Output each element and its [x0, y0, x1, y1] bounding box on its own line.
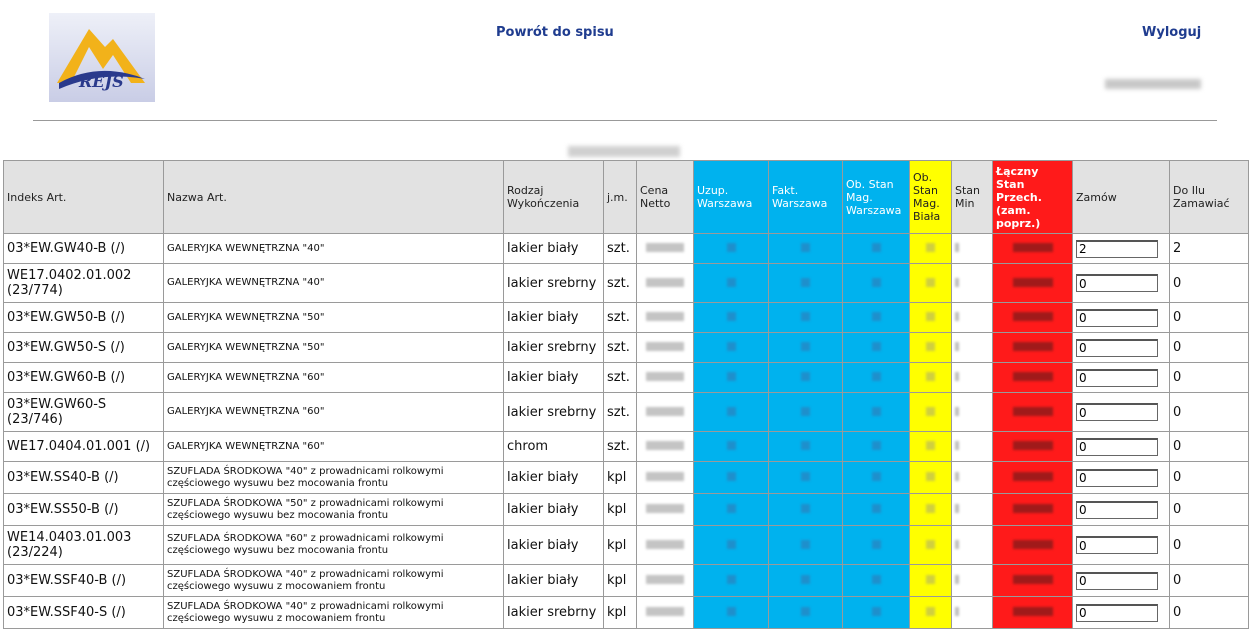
cell-order [1073, 303, 1170, 333]
col-header-stock-warsaw[interactable]: Ob. Stan Mag. Warszawa [843, 161, 910, 234]
cell-invoiced-warsaw-redacted [769, 432, 843, 462]
order-quantity-input[interactable] [1076, 274, 1158, 292]
cell-to-order: 0 [1170, 597, 1249, 629]
cell-to-order: 0 [1170, 526, 1249, 565]
cell-index: WE17.0404.01.001 (/) [4, 432, 164, 462]
order-quantity-input[interactable] [1076, 604, 1158, 622]
cell-stock-biala-redacted [910, 494, 952, 526]
cell-invoiced-warsaw-redacted [769, 333, 843, 363]
products-table [3, 160, 1249, 629]
cell-to-order: 0 [1170, 333, 1249, 363]
cell-min-stock-redacted [952, 264, 993, 303]
cell-refill-warsaw-redacted [694, 363, 769, 393]
cell-min-stock-redacted [952, 303, 993, 333]
cell-refill-warsaw-redacted [694, 565, 769, 597]
cell-name: SZUFLADA ŚRODKOWA "40" z prowadnicami rolkowymi częściowego wysuwu z mocowaniem frontu [164, 597, 504, 629]
cell-stock-biala-redacted [910, 393, 952, 432]
cell-stock-warsaw-redacted [843, 264, 910, 303]
order-quantity-input[interactable] [1076, 403, 1158, 421]
cell-stock-biala-redacted [910, 363, 952, 393]
cell-index: 03*EW.GW60-S (23/746) [4, 393, 164, 432]
cell-refill-warsaw-redacted [694, 333, 769, 363]
cell-name: GALERYJKA WEWNĘTRZNA "60" [164, 363, 504, 393]
order-quantity-input[interactable] [1076, 309, 1158, 327]
cell-refill-warsaw-redacted [694, 264, 769, 303]
cell-total-stock-redacted [993, 363, 1073, 393]
cell-invoiced-warsaw-redacted [769, 303, 843, 333]
cell-index: 03*EW.GW40-B (/) [4, 234, 164, 264]
cell-stock-warsaw-redacted [843, 462, 910, 494]
col-header-stock-biala[interactable]: Ob. Stan Mag. Biała [910, 161, 952, 234]
cell-finish: lakier biały [504, 363, 604, 393]
cell-name: GALERYJKA WEWNĘTRZNA "50" [164, 333, 504, 363]
cell-unit: kpl [604, 565, 637, 597]
cell-refill-warsaw-redacted [694, 432, 769, 462]
cell-price-redacted [637, 393, 694, 432]
cell-unit: szt. [604, 333, 637, 363]
cell-unit: szt. [604, 303, 637, 333]
cell-total-stock-redacted [993, 432, 1073, 462]
section-label-redacted [568, 146, 680, 157]
cell-invoiced-warsaw-redacted [769, 264, 843, 303]
cell-name: SZUFLADA ŚRODKOWA "50" z prowadnicami rolkowymi częściowego wysuwu bez mocowania frontu [164, 494, 504, 526]
col-header-invoiced-warsaw[interactable]: Fakt. Warszawa [769, 161, 843, 234]
cell-price-redacted [637, 333, 694, 363]
cell-finish: chrom [504, 432, 604, 462]
cell-order [1073, 462, 1170, 494]
col-header-to-order[interactable]: Do Ilu Zamawiać [1170, 161, 1249, 234]
cell-total-stock-redacted [993, 303, 1073, 333]
cell-min-stock-redacted [952, 597, 993, 629]
cell-name: GALERYJKA WEWNĘTRZNA "40" [164, 264, 504, 303]
cell-price-redacted [637, 264, 694, 303]
col-header-unit[interactable]: j.m. [604, 161, 637, 234]
order-quantity-input[interactable] [1076, 339, 1158, 357]
cell-order [1073, 526, 1170, 565]
cell-stock-biala-redacted [910, 303, 952, 333]
col-header-min-stock[interactable]: Stan Min [952, 161, 993, 234]
cell-total-stock-redacted [993, 526, 1073, 565]
cell-price-redacted [637, 432, 694, 462]
order-quantity-input[interactable] [1076, 572, 1158, 590]
col-header-order[interactable]: Zamów [1073, 161, 1170, 234]
cell-unit: szt. [604, 264, 637, 303]
cell-total-stock-redacted [993, 234, 1073, 264]
table-row [4, 494, 1249, 526]
cell-finish: lakier biały [504, 526, 604, 565]
table-header-row [4, 161, 1249, 234]
cell-to-order: 0 [1170, 363, 1249, 393]
table-row [4, 234, 1249, 264]
cell-total-stock-redacted [993, 333, 1073, 363]
cell-min-stock-redacted [952, 393, 993, 432]
cell-refill-warsaw-redacted [694, 393, 769, 432]
cell-order [1073, 494, 1170, 526]
cell-to-order: 0 [1170, 303, 1249, 333]
cell-finish: lakier biały [504, 565, 604, 597]
cell-order [1073, 432, 1170, 462]
cell-to-order: 0 [1170, 462, 1249, 494]
cell-invoiced-warsaw-redacted [769, 565, 843, 597]
col-header-refill-warsaw[interactable]: Uzup. Warszawa [694, 161, 769, 234]
cell-stock-warsaw-redacted [843, 234, 910, 264]
cell-unit: szt. [604, 234, 637, 264]
cell-refill-warsaw-redacted [694, 526, 769, 565]
table-row [4, 462, 1249, 494]
cell-to-order: 2 [1170, 234, 1249, 264]
order-quantity-input[interactable] [1076, 469, 1158, 487]
table-row [4, 363, 1249, 393]
cell-index: WE17.0402.01.002 (23/774) [4, 264, 164, 303]
cell-index: 03*EW.SS40-B (/) [4, 462, 164, 494]
cell-to-order: 0 [1170, 432, 1249, 462]
cell-min-stock-redacted [952, 363, 993, 393]
cell-name: SZUFLADA ŚRODKOWA "40" z prowadnicami rolkowymi częściowego wysuwu z mocowaniem frontu [164, 565, 504, 597]
table-row [4, 264, 1249, 303]
cell-total-stock-redacted [993, 565, 1073, 597]
cell-finish: lakier biały [504, 462, 604, 494]
cell-stock-biala-redacted [910, 526, 952, 565]
cell-total-stock-redacted [993, 597, 1073, 629]
cell-stock-warsaw-redacted [843, 333, 910, 363]
cell-index: 03*EW.SSF40-S (/) [4, 597, 164, 629]
cell-stock-biala-redacted [910, 597, 952, 629]
cell-stock-warsaw-redacted [843, 494, 910, 526]
cell-stock-warsaw-redacted [843, 393, 910, 432]
cell-min-stock-redacted [952, 462, 993, 494]
cell-order [1073, 393, 1170, 432]
table-row [4, 303, 1249, 333]
cell-refill-warsaw-redacted [694, 462, 769, 494]
cell-order [1073, 333, 1170, 363]
cell-price-redacted [637, 234, 694, 264]
cell-total-stock-redacted [993, 462, 1073, 494]
cell-name: GALERYJKA WEWNĘTRZNA "40" [164, 234, 504, 264]
company-logo [49, 13, 155, 102]
cell-price-redacted [637, 597, 694, 629]
cell-min-stock-redacted [952, 333, 993, 363]
order-quantity-input[interactable] [1076, 240, 1158, 258]
cell-stock-biala-redacted [910, 264, 952, 303]
cell-to-order: 0 [1170, 264, 1249, 303]
cell-order [1073, 565, 1170, 597]
cell-invoiced-warsaw-redacted [769, 597, 843, 629]
table-row [4, 597, 1249, 629]
cell-stock-biala-redacted [910, 234, 952, 264]
cell-index: 03*EW.GW50-S (/) [4, 333, 164, 363]
cell-invoiced-warsaw-redacted [769, 234, 843, 264]
order-quantity-input[interactable] [1076, 369, 1158, 387]
cell-invoiced-warsaw-redacted [769, 494, 843, 526]
cell-stock-warsaw-redacted [843, 303, 910, 333]
cell-name: GALERYJKA WEWNĘTRZNA "60" [164, 393, 504, 432]
cell-to-order: 0 [1170, 393, 1249, 432]
logout-link[interactable]: Wyloguj [1142, 25, 1202, 40]
cell-order [1073, 234, 1170, 264]
username-redacted [1105, 79, 1201, 89]
cell-index: 03*EW.SSF40-B (/) [4, 565, 164, 597]
cell-unit: kpl [604, 526, 637, 565]
cell-finish: lakier biały [504, 494, 604, 526]
order-quantity-input[interactable] [1076, 501, 1158, 519]
cell-stock-biala-redacted [910, 565, 952, 597]
cell-to-order: 0 [1170, 494, 1249, 526]
col-header-index[interactable]: Indeks Art. [4, 161, 164, 234]
cell-finish: lakier biały [504, 234, 604, 264]
cell-invoiced-warsaw-redacted [769, 393, 843, 432]
cell-price-redacted [637, 303, 694, 333]
cell-index: WE14.0403.01.003 (23/224) [4, 526, 164, 565]
cell-price-redacted [637, 526, 694, 565]
cell-order [1073, 363, 1170, 393]
cell-min-stock-redacted [952, 432, 993, 462]
cell-finish: lakier biały [504, 303, 604, 333]
cell-name: GALERYJKA WEWNĘTRZNA "50" [164, 303, 504, 333]
cell-unit: szt. [604, 432, 637, 462]
cell-unit: szt. [604, 393, 637, 432]
cell-unit: kpl [604, 494, 637, 526]
cell-total-stock-redacted [993, 393, 1073, 432]
cell-refill-warsaw-redacted [694, 234, 769, 264]
cell-name: SZUFLADA ŚRODKOWA "40" z prowadnicami rolkowymi częściowego wysuwu bez mocowania frontu [164, 462, 504, 494]
cell-min-stock-redacted [952, 565, 993, 597]
cell-name: GALERYJKA WEWNĘTRZNA "60" [164, 432, 504, 462]
cell-min-stock-redacted [952, 234, 993, 264]
cell-price-redacted [637, 494, 694, 526]
cell-price-redacted [637, 462, 694, 494]
col-header-finish[interactable]: Rodzaj Wykończenia [504, 161, 604, 234]
col-header-name[interactable]: Nazwa Art. [164, 161, 504, 234]
cell-unit: szt. [604, 363, 637, 393]
cell-stock-biala-redacted [910, 432, 952, 462]
cell-index: 03*EW.SS50-B (/) [4, 494, 164, 526]
table-row [4, 526, 1249, 565]
cell-stock-biala-redacted [910, 462, 952, 494]
cell-refill-warsaw-redacted [694, 494, 769, 526]
cell-stock-warsaw-redacted [843, 526, 910, 565]
cell-price-redacted [637, 565, 694, 597]
cell-index: 03*EW.GW50-B (/) [4, 303, 164, 333]
cell-stock-warsaw-redacted [843, 363, 910, 393]
col-header-price[interactable]: Cena Netto [637, 161, 694, 234]
table-row [4, 565, 1249, 597]
cell-to-order: 0 [1170, 565, 1249, 597]
table-row [4, 432, 1249, 462]
back-to-list-link[interactable]: Powrót do spisu [496, 25, 614, 40]
cell-finish: lakier srebrny [504, 597, 604, 629]
table-row [4, 333, 1249, 363]
cell-order [1073, 264, 1170, 303]
cell-stock-warsaw-redacted [843, 597, 910, 629]
cell-name: SZUFLADA ŚRODKOWA "60" z prowadnicami rolkowymi częściowego wysuwu bez mocowania frontu [164, 526, 504, 565]
cell-invoiced-warsaw-redacted [769, 526, 843, 565]
cell-finish: lakier srebrny [504, 264, 604, 303]
cell-stock-biala-redacted [910, 333, 952, 363]
cell-min-stock-redacted [952, 526, 993, 565]
table-row [4, 393, 1249, 432]
cell-total-stock-redacted [993, 264, 1073, 303]
order-quantity-input[interactable] [1076, 536, 1158, 554]
cell-refill-warsaw-redacted [694, 597, 769, 629]
cell-stock-warsaw-redacted [843, 565, 910, 597]
header-divider [33, 120, 1217, 121]
cell-price-redacted [637, 363, 694, 393]
order-quantity-input[interactable] [1076, 438, 1158, 456]
cell-invoiced-warsaw-redacted [769, 363, 843, 393]
cell-stock-warsaw-redacted [843, 432, 910, 462]
cell-refill-warsaw-redacted [694, 303, 769, 333]
col-header-total-stock[interactable]: Łączny Stan Przech. (zam. poprz.) [993, 161, 1073, 234]
svg-text:REJS: REJS [79, 72, 124, 91]
cell-finish: lakier srebrny [504, 333, 604, 363]
cell-total-stock-redacted [993, 494, 1073, 526]
cell-finish: lakier srebrny [504, 393, 604, 432]
cell-index: 03*EW.GW60-B (/) [4, 363, 164, 393]
cell-unit: kpl [604, 462, 637, 494]
cell-min-stock-redacted [952, 494, 993, 526]
cell-unit: kpl [604, 597, 637, 629]
cell-invoiced-warsaw-redacted [769, 462, 843, 494]
cell-order [1073, 597, 1170, 629]
